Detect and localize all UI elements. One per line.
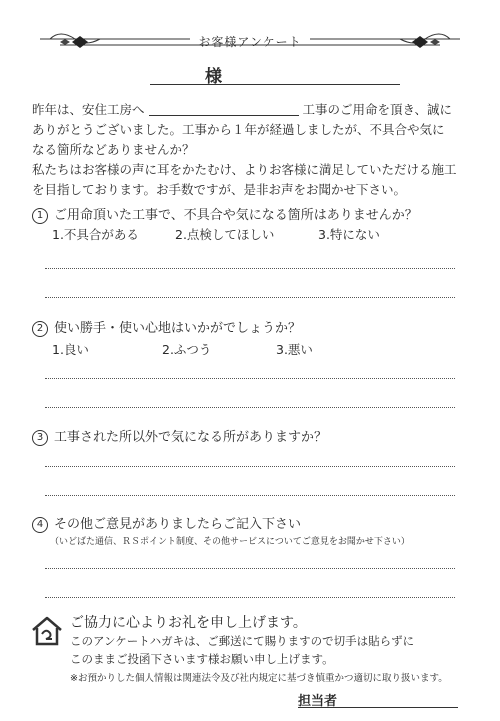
question-text: その他ご意見がありましたらご記入下さい bbox=[54, 517, 302, 532]
q2-option-1[interactable]: 1.良い bbox=[52, 342, 89, 357]
page-title: お客様アンケート bbox=[198, 35, 302, 49]
intro-line-3: なる箇所などありませんか？ bbox=[32, 142, 195, 157]
question-number: 4 bbox=[32, 517, 48, 533]
q4-answer-line-2[interactable] bbox=[45, 597, 455, 598]
privacy-note: ※お預かりした個人情報は関連法令及び社内規定に基づき慎重かつ適切に取り扱います。 bbox=[70, 673, 448, 684]
staff-label: 担当者 bbox=[298, 694, 338, 709]
question-2 bbox=[32, 317, 301, 337]
q1-option-3[interactable]: 3.特にない bbox=[318, 227, 380, 242]
question-4 bbox=[32, 513, 301, 533]
q1-option-2[interactable]: 2.点検してほしい bbox=[175, 227, 275, 242]
q3-answer-line-1[interactable] bbox=[45, 466, 455, 467]
q2-option-2[interactable]: 2.ふつう bbox=[162, 342, 212, 357]
staff-underline[interactable] bbox=[298, 707, 458, 708]
question-number: 2 bbox=[32, 321, 48, 337]
intro-text-a: 昨年は、安住工房へ bbox=[32, 102, 145, 117]
question-3 bbox=[32, 426, 327, 446]
q4-answer-line-1[interactable] bbox=[45, 568, 455, 569]
q2-option-3[interactable]: 3.悪い bbox=[276, 342, 313, 357]
intro-line-1 bbox=[32, 100, 477, 120]
intro-line-5: を目指しております。お手数ですが、是非お声をお聞かせ下さい。 bbox=[32, 182, 407, 197]
q2-answer-line-1[interactable] bbox=[45, 378, 455, 379]
intro-text-b: 工事のご用命を頂き、誠に bbox=[302, 102, 452, 117]
thanks-message: ご協力に心よりお礼を申し上げます。 bbox=[70, 615, 307, 631]
q2-answer-line-2[interactable] bbox=[45, 407, 455, 408]
q1-answer-line-1[interactable] bbox=[45, 268, 455, 269]
question-1 bbox=[32, 204, 418, 224]
question-text: 工事された所以外で気になる所がありますか？ bbox=[54, 430, 328, 445]
intro-line-4: 私たちはお客様の声に耳をかたむけ、よりお客様に満足していただける施工 bbox=[32, 162, 457, 177]
question-text: ご用命頂いた工事で、不具合や気になる箇所はありませんか？ bbox=[54, 208, 418, 223]
intro-blank[interactable] bbox=[149, 103, 299, 116]
q3-answer-line-2[interactable] bbox=[45, 495, 455, 496]
question-number: 3 bbox=[32, 430, 48, 446]
q1-answer-line-2[interactable] bbox=[45, 297, 455, 298]
q4-note: （いどばた通信、ＲＳポイント制度、その他サービスについてご意見をお聞かせ下さい） bbox=[50, 537, 410, 547]
intro-line-2: ありがとうございました。工事から１年が経過しましたが、不具合や気に bbox=[32, 122, 445, 137]
house-logo-icon bbox=[30, 614, 64, 648]
question-text: 使い勝手・使い心地はいかがでしょうか？ bbox=[54, 321, 302, 336]
footer-line-2: このままご投函下さいます様お願い申し上げます。 bbox=[70, 652, 334, 666]
q1-option-1[interactable]: 1.不具合がある bbox=[52, 227, 139, 242]
question-number: 1 bbox=[32, 208, 48, 224]
footer-line-1: このアンケートハガキは、ご郵送にて賜りますので切手は貼らずに bbox=[70, 634, 415, 648]
name-suffix: 様 bbox=[205, 67, 222, 87]
name-underline bbox=[150, 84, 400, 85]
